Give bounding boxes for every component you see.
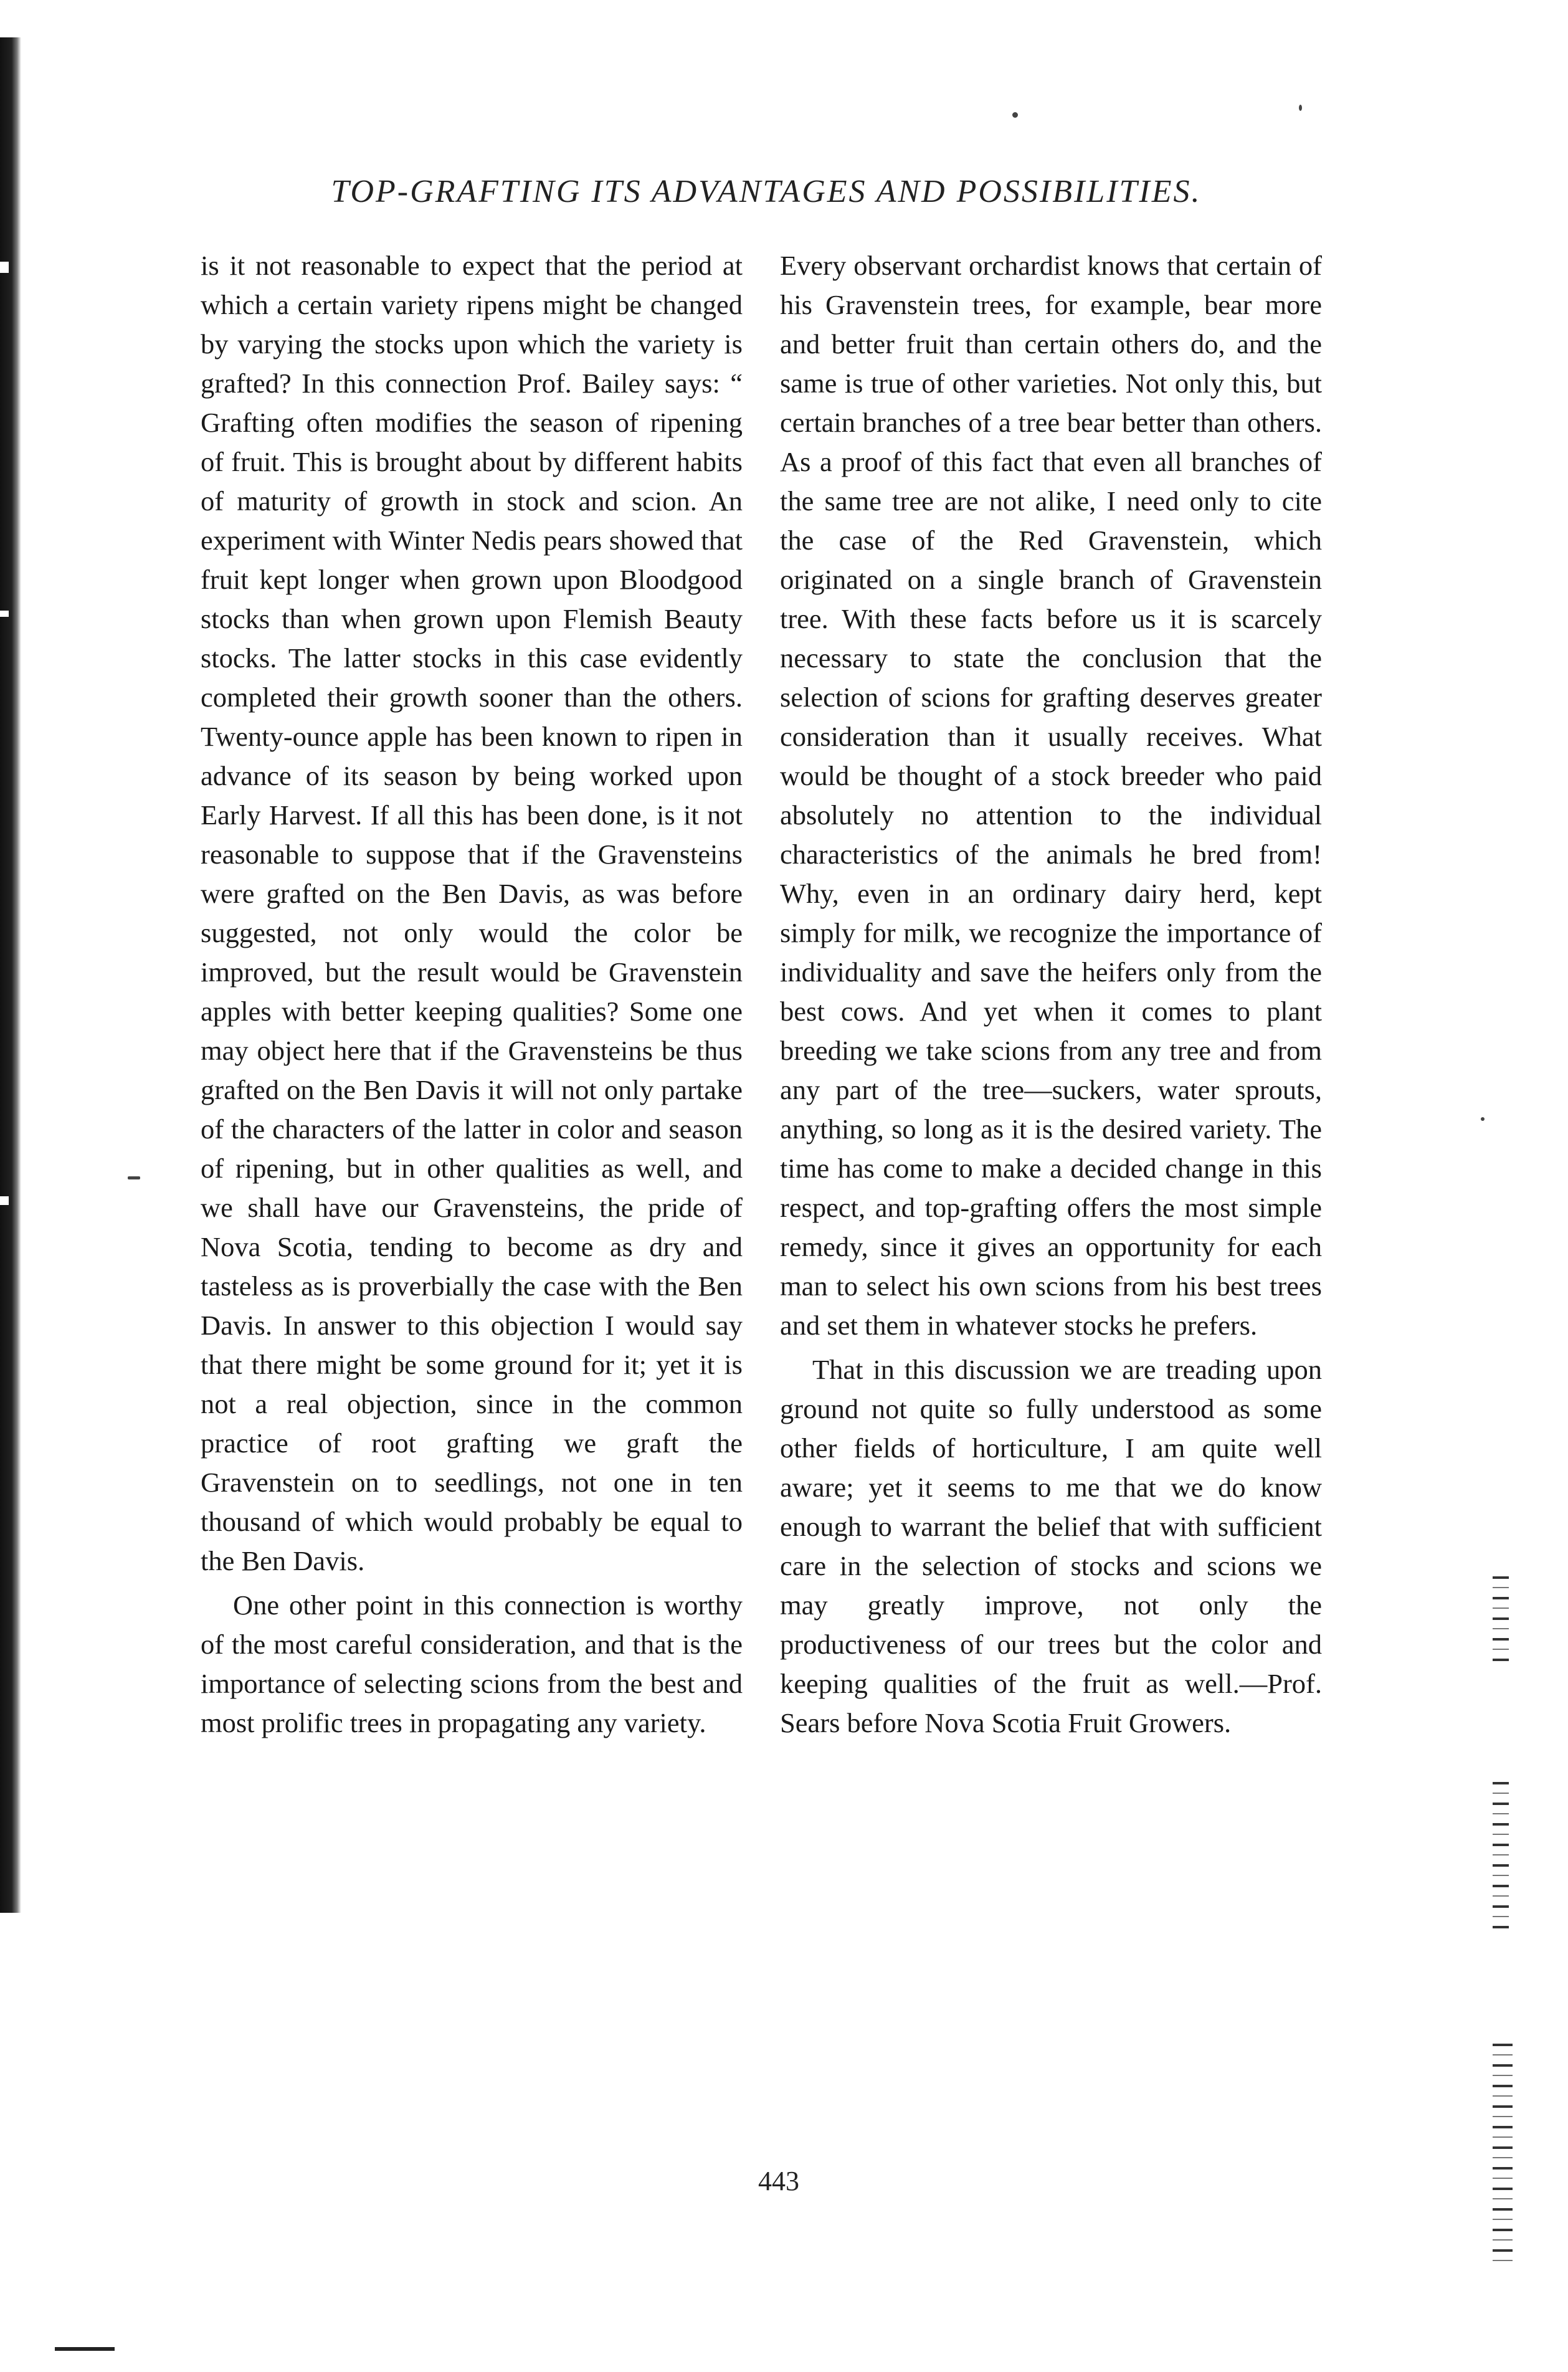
left-paragraph-2: One other point in this connection is worthy of the most careful consideration, and that is the importance of selecting scions from the best and most prolific trees in propagating any variety. (201, 1589, 743, 1738)
left-column (201, 246, 743, 1743)
running-head: TOP-GRAFTING ITS ADVANTAGES AND POSSIBILITIES. (331, 174, 1202, 209)
scan-margin-noise (1493, 1576, 1509, 1664)
page-number: 443 (758, 2166, 799, 2196)
scan-speck (1299, 105, 1302, 111)
scan-edge-nick (0, 1196, 9, 1205)
scan-binding-edge (0, 37, 21, 1913)
right-column (780, 246, 1322, 1743)
scan-edge-nick (0, 611, 9, 617)
scan-margin-noise (1493, 1782, 1509, 1931)
scan-speck (1012, 112, 1018, 118)
scan-margin-noise (1493, 2044, 1513, 2268)
scan-speck (128, 1176, 140, 1179)
left-paragraph-1: is it not reasonable to expect that the period at which a certain variety ripens might be changed by varying the stocks upon which the variety is grafted? In this connection Prof. Bailey says: “ Grafting often modifies the season of ripening of fruit. This is brought about by different habits of maturity of growth in stock and scion. An experiment with Winter Nedis pears showed that fruit kept longer when grown upon Bloodgood stocks than when grown upon Flemish Beauty stocks. The latter stocks in this case evidently completed their growth sooner than the others. Twenty-ounce apple has been known to ripen in advance of its season by being worked upon Early Harvest. If all this has been done, is it not reasonable to suppose that if the Gravensteins were grafted on the Ben Davis, as was before suggested, not only would the color be improved, but the result would be Gravenstein apples with better keeping qualities? Some one may object here that if the Gravensteins be thus grafted on the Ben Davis it will not only partake of the characters of the latter in color and season of ripening, but in other qualities as well, and we shall have our Gravensteins, the pride of Nova Scotia, tending to become as dry and tasteless as is proverbially the case with the Ben Davis. In answer to this objection I would say that there might be some ground for it; yet it is not a real objection, since in the common practice of root grafting we graft the Gravenstein on to seedlings, not one in ten thousand of which would probably be equal to the Ben Davis. (201, 250, 743, 1576)
right-paragraph-2: That in this discussion we are treading upon ground not quite so fully understood as some other fields of horticulture, I am quite well aware; yet it seems to me that we do know enough to warrant the belief that with sufficient care in the selection of stocks and scions we may greatly improve, not only the productiveness of our trees but the color and keeping qualities of the fruit as well.—Prof. Sears before Nova Scotia Fruit Growers. (780, 1354, 1322, 1738)
right-paragraph-1: Every observant orchardist knows that certain of his Gravenstein trees, for example, bear more and better fruit than certain others do, and the same is true of other varieties. Not only this, but certain branches of a tree bear better than others. As a proof of this fact that even all branches of the same tree are not alike, I need only to cite the case of the Red Gravenstein, which originated on a single branch of Gravenstein tree. With these facts before us it is scarcely necessary to state the conclusion that the selection of scions for grafting deserves greater consideration than it usually receives. What would be thought of a stock breeder who paid absolutely no attention to the individual characteristics of the animals he bred from! Why, even in an ordinary dairy herd, kept simply for milk, we recognize the importance of individuality and save the heifers only from the best cows. And yet when it comes to plant breeding we take scions from any tree and from any part of the tree—suckers, water sprouts, anything, so long as it is the desired variety. The time has come to make a decided change in this respect, and top-grafting offers the most simple remedy, since it gives an opportunity for each man to select his own scions from his best trees and set them in whatever stocks he prefers. (780, 250, 1322, 1341)
bottom-rule (55, 2347, 115, 2351)
scan-edge-nick (0, 262, 9, 273)
scan-speck (1481, 1117, 1485, 1121)
